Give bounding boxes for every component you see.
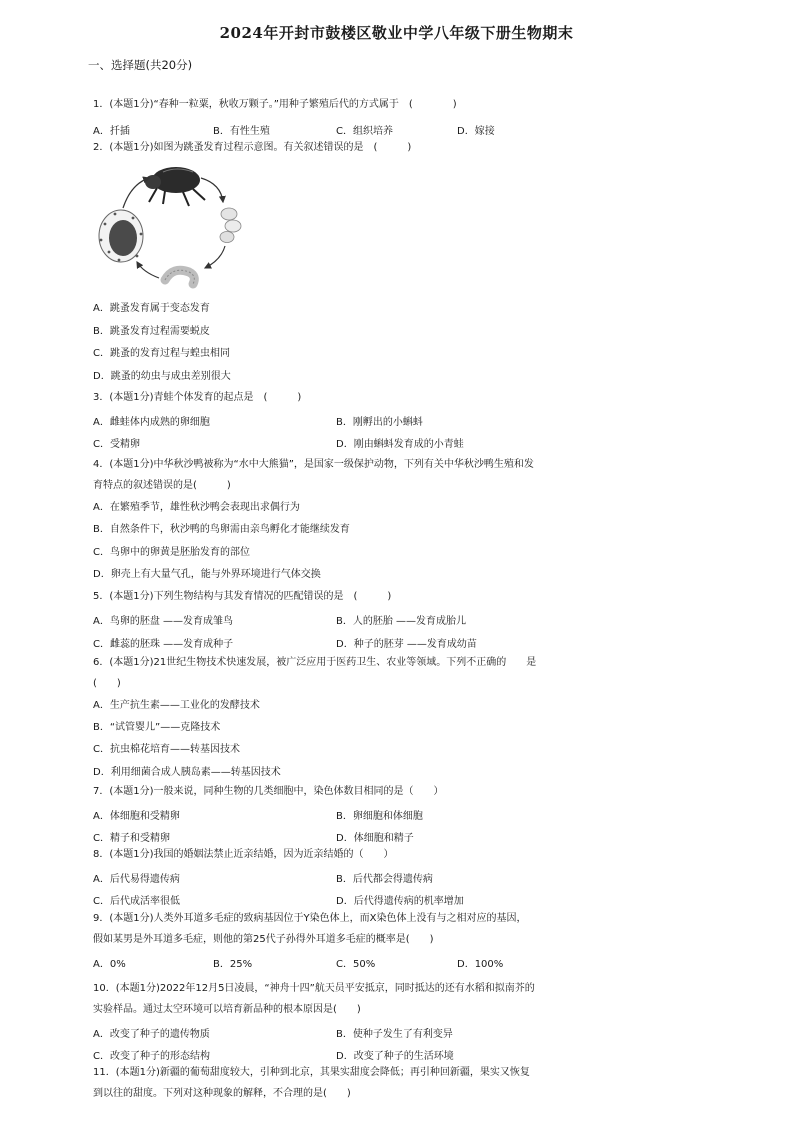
question-3-stem: 3．(本题1分)青蛙个体发育的起点是 ( ) [93,392,302,403]
q4-option-b: B．自然条件下，秋沙鸭的鸟卵需由亲鸟孵化才能继续发育 [93,524,350,535]
question-11-stem-line2: 到以往的甜度。下列对这种现象的解释，不合理的是( ) [93,1088,351,1099]
question-4-stem-line2: 育特点的叙述错误的是( ) [93,480,231,491]
q4-option-c: C．鸟卵中的卵黄是胚胎发育的部位 [93,547,250,558]
eggs-icon [220,208,241,243]
q2-option-b: B．跳蚤发育过程需要蜕皮 [93,326,210,337]
q7-option-d: D．体细胞和精子 [336,833,414,844]
q3-option-c: C．受精卵 [93,439,140,450]
q3-option-b: B．刚孵出的小蝌蚪 [336,417,423,428]
q4-option-d: D．卵壳上有大量气孔，能与外界环境进行气体交换 [93,569,321,580]
q9-option-b: B．25% [213,959,253,970]
exam-title: 2024年开封市鼓楼区敬业中学八年级下册生物期末 [219,24,574,42]
question-9-stem-line1: 9．(本题1分)人类外耳道多毛症的致病基因位于Y染色体上，而X染色体上没有与之相对应的基因， [93,913,527,924]
question-10-stem-line1: 10．(本题1分)2022年12月5日凌晨，“神舟十四”航天员平安抵京，同时抵达的还有水稻和拟南芥的 [93,983,535,994]
q10-option-a: A．改变了种子的遗传物质 [93,1029,210,1040]
q8-option-d: D．后代得遗传病的机率增加 [336,896,464,907]
q7-option-b: B．卵细胞和体细胞 [336,811,423,822]
q2-option-a: A．跳蚤发育属于变态发育 [93,303,210,314]
question-5-stem: 5．(本题1分)下列生物结构与其发育情况的匹配错误的是 ( ) [93,591,392,602]
q5-option-d: D．种子的胚芽 ——发育成幼苗 [336,639,477,650]
question-10-stem-line2: 实验样品。通过太空环境可以培育新品种的根本原因是( ) [93,1004,361,1015]
q4-option-a: A．在繁殖季节，雄性秋沙鸭会表现出求偶行为 [93,502,300,513]
q1-option-a: A．扦插 [93,126,130,137]
flea-life-cycle-figure [93,160,263,298]
section-heading: 一、选择题(共20分) [88,58,193,72]
q10-option-b: B．使种子发生了有利变异 [336,1029,453,1040]
q10-option-d: D．改变了种子的生活环境 [336,1051,454,1062]
question-8-stem: 8．(本题1分)我国的婚姻法禁止近亲结婚，因为近亲结婚的（ ） [93,849,394,860]
question-1-stem: 1．(本题1分)“春种一粒粟，秋收万颗子。”用种子繁殖后代的方式属于 ( ) [93,99,457,110]
q2-option-c: C．跳蚤的发育过程与蝗虫相同 [93,348,230,359]
question-9-stem-line2: 假如某男是外耳道多毛症，则他的第25代子孙得外耳道多毛症的概率是( ) [93,934,434,945]
q7-option-a: A．体细胞和受精卵 [93,811,180,822]
question-7-stem: 7．(本题1分)一般来说，同种生物的几类细胞中，染色体数目相同的是（ ） [93,786,444,797]
q7-option-c: C．精子和受精卵 [93,833,170,844]
pupa-cocoon-icon [99,210,143,262]
question-11-stem-line1: 11．(本题1分)新疆的葡萄甜度较大，引种到北京，其果实甜度会降低；再引种回新疆，果实又恢复 [93,1067,530,1078]
q5-option-a: A．鸟卵的胚盘 ——发育成雏鸟 [93,616,234,627]
q1-option-c: C．组织培养 [336,126,393,137]
question-2-stem: 2．(本题1分)如图为跳蚤发育过程示意图。有关叙述错误的是 ( ) [93,142,412,153]
q6-option-c: C．抗虫棉花培育——转基因技术 [93,744,240,755]
q1-option-b: B．有性生殖 [213,126,270,137]
larva-icon [165,270,194,284]
question-6-stem-line1: 6．(本题1分)21世纪生物技术快速发展，被广泛应用于医药卫生、农业等领域。下列不正确的 是 [93,657,537,668]
q10-option-c: C．改变了种子的形态结构 [93,1051,210,1062]
q8-option-c: C．后代成活率很低 [93,896,180,907]
q6-option-a: A．生产抗生素——工业化的发酵技术 [93,700,260,711]
question-4-stem-line1: 4．(本题1分)中华秋沙鸭被称为“水中大熊猫”，是国家一级保护动物，下列有关中华秋沙鸭生殖和发 [93,459,534,470]
q9-option-a: A．0% [93,959,126,970]
q5-option-b: B．人的胚胎 ——发育成胎儿 [336,616,467,627]
q5-option-c: C．雌蕊的胚珠 ——发育成种子 [93,639,234,650]
q3-option-d: D．刚由蝌蚪发育成的小青蛙 [336,439,464,450]
q6-option-b: B．“试管婴儿”——克隆技术 [93,722,221,733]
adult-flea-icon [145,167,205,206]
q6-option-d: D．利用细菌合成人胰岛素——转基因技术 [93,767,281,778]
question-6-stem-line2: ( ) [93,678,121,689]
q2-option-d: D．跳蚤的幼虫与成虫差别很大 [93,371,231,382]
q8-option-b: B．后代都会得遗传病 [336,874,433,885]
q8-option-a: A．后代易得遗传病 [93,874,180,885]
q9-option-d: D．100% [457,959,504,970]
q3-option-a: A．雌蛙体内成熟的卵细胞 [93,417,210,428]
q1-option-d: D．嫁接 [457,126,495,137]
q9-option-c: C．50% [336,959,376,970]
